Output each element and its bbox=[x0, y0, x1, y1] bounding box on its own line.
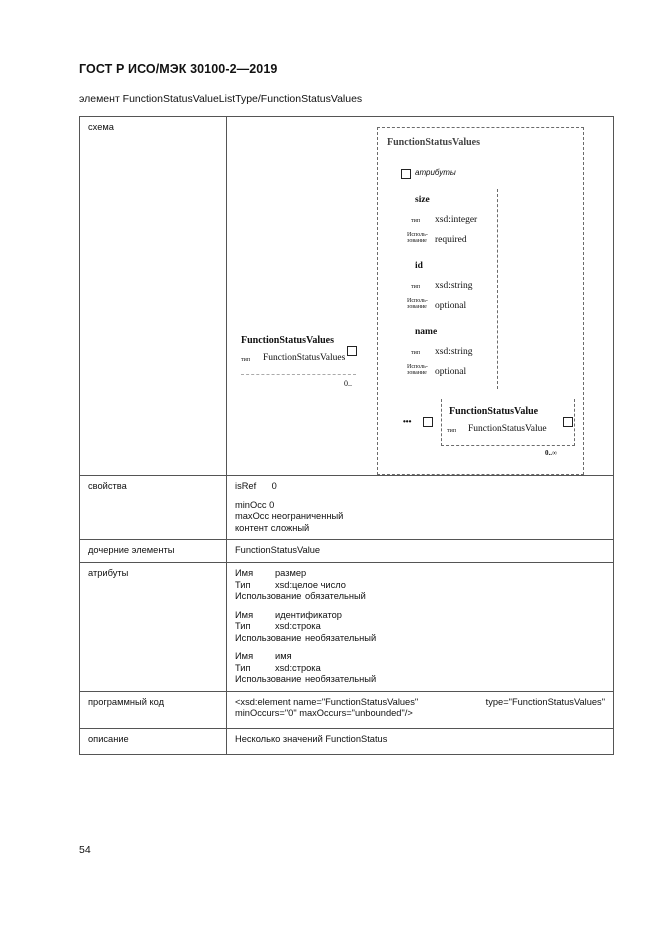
child-element-type: FunctionStatusValue bbox=[468, 424, 547, 434]
row-label-description: описание bbox=[80, 728, 227, 754]
attribute-group: Имя размер Тип xsd:целое число Использование обязательный bbox=[235, 568, 366, 601]
element-type: FunctionStatusValues bbox=[263, 353, 346, 363]
code-line-1-type: type="FunctionStatusValues" bbox=[485, 696, 605, 707]
element-subtitle: элемент FunctionStatusValueListType/FunctionStatusValues bbox=[79, 93, 363, 105]
table-row bbox=[80, 117, 614, 476]
table-row bbox=[80, 540, 614, 563]
attributes-cell bbox=[227, 563, 614, 692]
attributes-label: атрибуты bbox=[415, 168, 456, 177]
row-label-code: программный код bbox=[80, 691, 227, 728]
attr-use-key: Исполь- зование bbox=[407, 298, 428, 310]
attribute-group: Имя идентификатор Тип xsd:строка Использование необязательный bbox=[235, 609, 377, 643]
code-line-2: minOccurs="0" maxOccurs="unbounded"/> bbox=[235, 708, 413, 718]
properties-cell bbox=[227, 476, 614, 540]
element-name: FunctionStatusValues bbox=[241, 335, 334, 346]
attributes-checkbox-icon bbox=[401, 169, 411, 179]
attr-use: optional bbox=[435, 367, 467, 377]
attr-type-key: тип bbox=[411, 350, 421, 356]
complex-type-title: FunctionStatusValues bbox=[387, 137, 480, 148]
attr-type-key: тип bbox=[411, 284, 421, 290]
element-spec-table bbox=[79, 116, 614, 755]
row-label-properties: свойства bbox=[80, 476, 227, 540]
child-element-name: FunctionStatusValue bbox=[449, 406, 539, 417]
attr-name: size bbox=[415, 195, 430, 205]
property-minocc: minOcc 0 bbox=[235, 499, 275, 510]
sequence-box-icon bbox=[423, 417, 433, 427]
attr-use: optional bbox=[435, 301, 467, 311]
property-isref: isRef 0 bbox=[235, 481, 277, 491]
element-expand-icon bbox=[347, 346, 357, 356]
attr-name: name bbox=[415, 327, 438, 337]
property-maxocc: maxOcc неограниченный bbox=[235, 511, 344, 521]
attr-type-key: тип bbox=[411, 218, 421, 224]
attr-name: id bbox=[415, 261, 423, 271]
table-row bbox=[80, 728, 614, 754]
attr-type: xsd:string bbox=[435, 347, 473, 357]
row-label-schema: схема bbox=[80, 117, 227, 476]
row-label-attributes: атрибуты bbox=[80, 563, 227, 692]
document-header: ГОСТ Р ИСО/МЭК 30100-2—2019 bbox=[79, 62, 278, 76]
attr-use-key: Исполь- зование bbox=[407, 364, 428, 376]
child-element-occurs: 0..∞ bbox=[545, 449, 557, 457]
child-element-type-key: тип bbox=[447, 428, 457, 434]
table-row bbox=[80, 476, 614, 540]
attr-use: required bbox=[435, 235, 467, 245]
sequence-icon: ••• bbox=[403, 417, 412, 426]
table-row bbox=[80, 691, 614, 728]
row-label-children: дочерние элементы bbox=[80, 540, 227, 563]
element-bottom-line bbox=[241, 374, 356, 375]
code-line-1: <xsd:element name="FunctionStatusValues" bbox=[235, 696, 419, 707]
attribute-group: Имя имя Тип xsd:строка Использование необязательный bbox=[235, 651, 377, 684]
schema-diagram-cell bbox=[227, 117, 614, 476]
children-value: FunctionStatusValue bbox=[227, 540, 614, 563]
attr-type: xsd:string bbox=[435, 281, 473, 291]
element-type-key: тип bbox=[241, 357, 251, 363]
attr-type: xsd:integer bbox=[435, 215, 478, 225]
property-content: контент сложный bbox=[235, 522, 310, 533]
element-occurs: 0.. bbox=[344, 379, 352, 388]
child-element-expand-icon bbox=[563, 417, 573, 427]
schema-diagram bbox=[227, 117, 613, 475]
description-value: Несколько значений FunctionStatus bbox=[227, 728, 614, 754]
attr-use-key: Исполь- зование bbox=[407, 232, 428, 244]
code-cell bbox=[227, 691, 614, 728]
page-number: 54 bbox=[79, 844, 91, 856]
table-row bbox=[80, 563, 614, 692]
